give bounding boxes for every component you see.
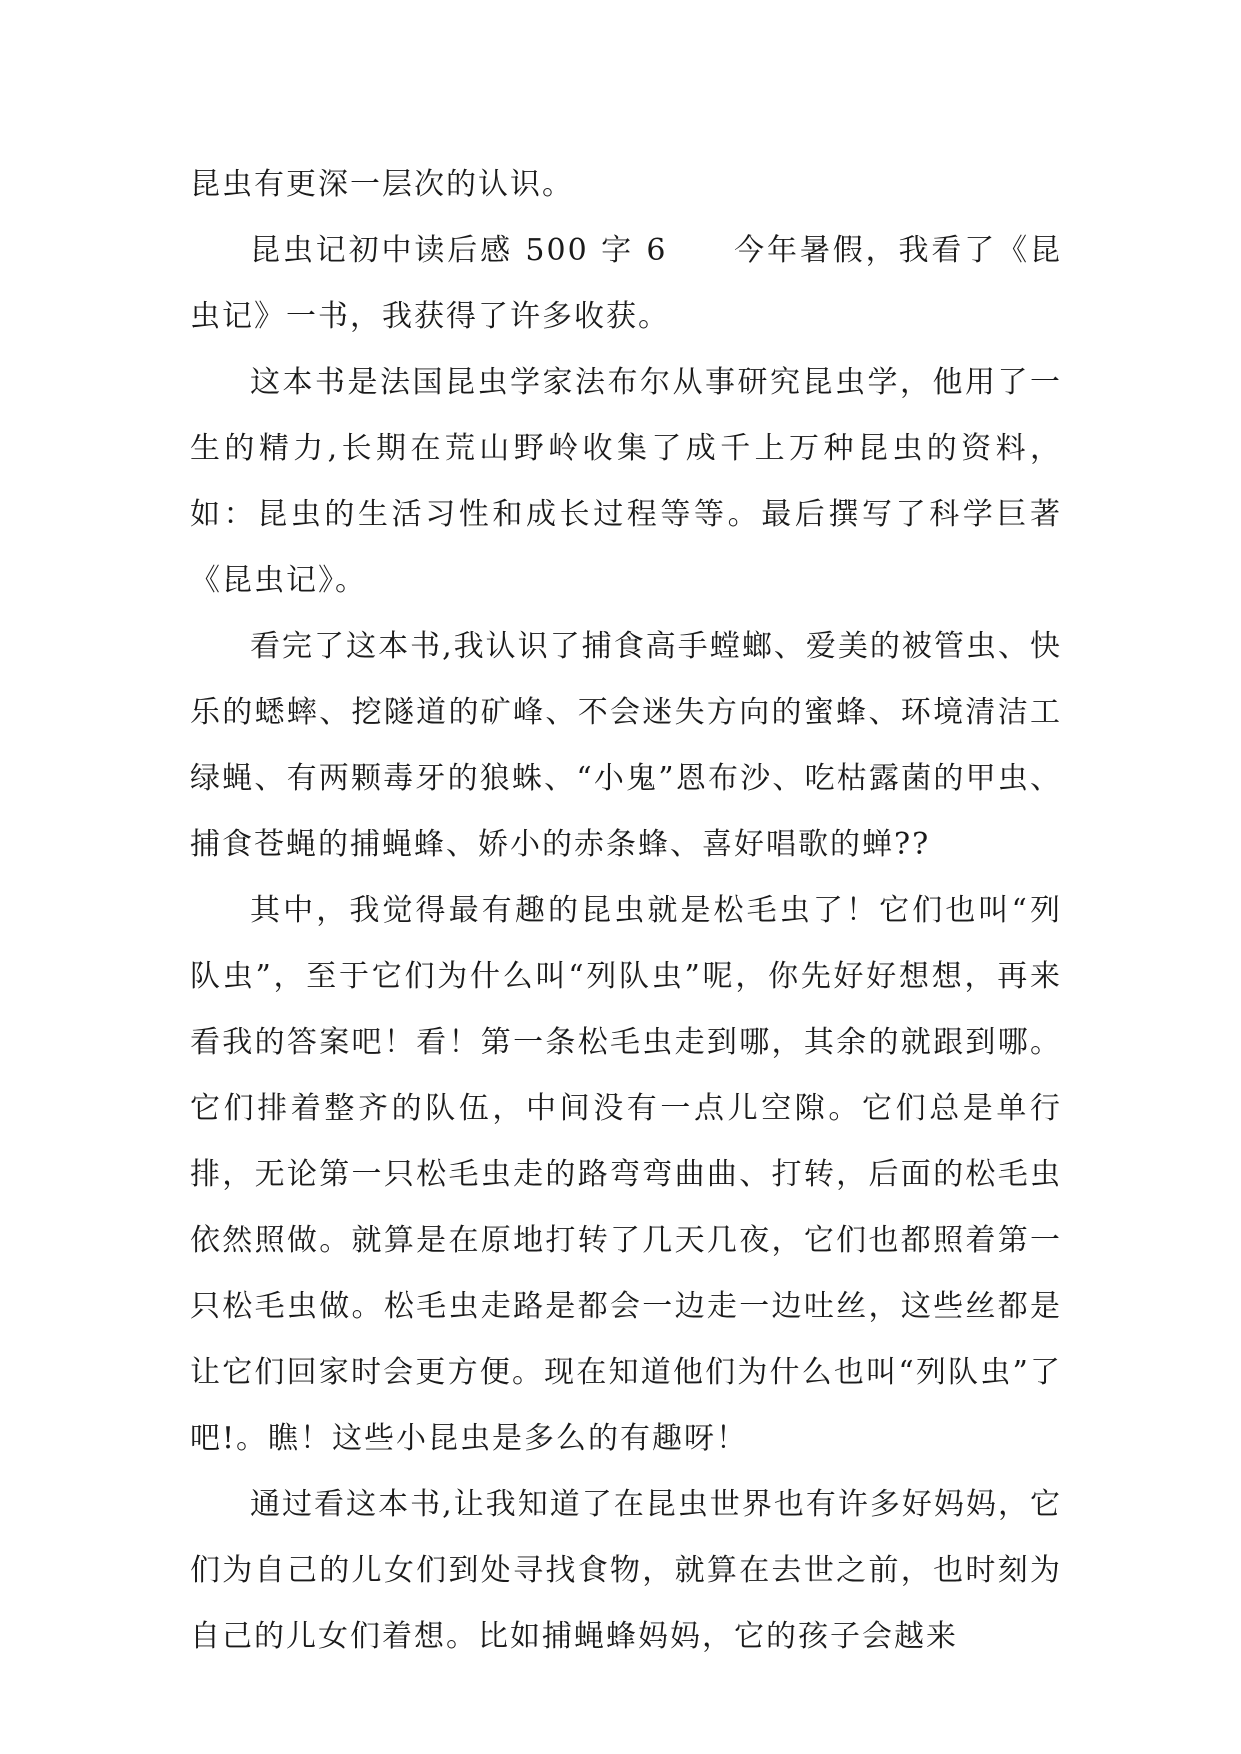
paragraph-2: 昆虫记初中读后感 500 字 6 今年暑假，我看了《昆虫记》一书，我获得了许多收获。 — [190, 233, 1062, 334]
paragraph-1: 昆虫有更深一层次的认识。 — [190, 167, 574, 202]
document-body — [190, 152, 1062, 1670]
paragraph-5: 其中，我觉得最有趣的昆虫就是松毛虫了！它们也叫“列队虫”，至于它们为什么叫“列队虫”呢，你先好好想想，再来看我的答案吧！看！第一条松毛虫走到哪，其余的就跟到哪。它们排着整齐的队伍，中间没有一点儿空隙。它们总是单行排，无论第一只松毛虫走的路弯弯曲曲、打转，后面的松毛虫依然照做。就算是在原地打转了几天几夜，它们也都照着第一只松毛虫做。松毛虫走路是都会一边走一边吐丝，这些丝都是让它们回家时会更方便。现在知道他们为什么也叫“列队虫”了吧!。瞧！这些小昆虫是多么的有趣呀！ — [190, 893, 1062, 1456]
paragraph-4: 看完了这本书,我认识了捕食高手螳螂、爱美的被管虫、快乐的蟋蟀、挖隧道的矿峰、不会迷失方向的蜜蜂、环境清洁工绿蝇、有两颗毒牙的狼蛛、“小鬼”恩布沙、吃枯露菌的甲虫、捕食苍蝇的捕蝇蜂、娇小的赤条蜂、喜好唱歌的蝉?? — [190, 629, 1062, 862]
paragraph-6: 通过看这本书,让我知道了在昆虫世界也有许多好妈妈，它们为自己的儿女们到处寻找食物，就算在去世之前，也时刻为自己的儿女们着想。比如捕蝇蜂妈妈，它的孩子会越来 — [190, 1487, 1062, 1654]
paragraph-3: 这本书是法国昆虫学家法布尔从事研究昆虫学，他用了一生的精力,长期在荒山野岭收集了成千上万种昆虫的资料，如：昆虫的生活习性和成长过程等等。最后撰写了科学巨著《昆虫记》。 — [190, 365, 1062, 598]
